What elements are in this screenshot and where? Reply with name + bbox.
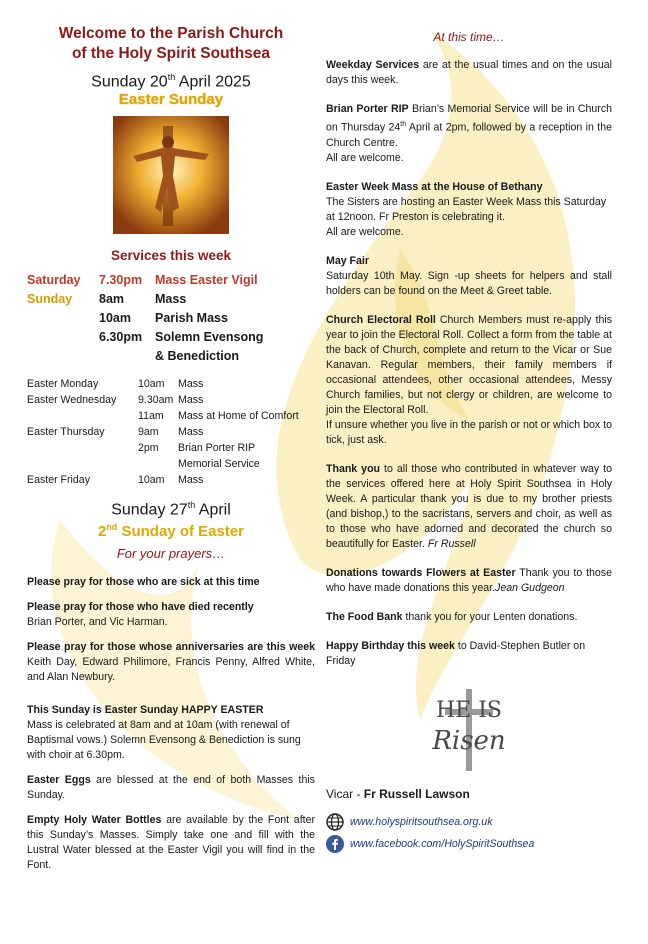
service-time: 7.30pm [99,273,143,288]
mayfair-text: Saturday 10th May. Sign -up sheets for helpers and stall holders can be found on the Meet & Greet table. [326,269,612,297]
weekday-text: are at the usual times and on the usual days this week. [326,59,612,86]
next-occasion-rest: Sunday of Easter [117,522,245,540]
bethany-welcome: All are welcome. [326,225,404,238]
date-sup: th [167,72,176,82]
week-day: Easter Friday [27,474,90,487]
service-time: 10am [99,311,131,326]
easter-text: Mass is celebrated at 8am and at 10am (with renewal of Baptismal vows.) Solemn Evensong & Benediction is sung with choir at 6.30pm. [27,718,301,761]
services-heading: Services this week [110,248,232,264]
bethany-notice [326,180,612,240]
right-column [326,30,612,853]
holy-water-notice [27,813,315,873]
flowers-head: Donations towards Flowers at Easter [326,566,516,579]
week-time [138,456,178,472]
thanks-head: Thank you [326,462,381,475]
website-row[interactable] [326,813,612,831]
service-time: 6.30pm [99,330,143,345]
left-column [27,24,315,873]
week-row [27,392,299,408]
easter-sunday-notice [27,703,315,763]
crucifix-photo [113,116,229,234]
service-row [27,347,263,366]
next-occasion [27,522,315,540]
pray-anniversaries [27,640,315,685]
website-link[interactable]: www.holyspiritsouthsea.org.uk [350,815,493,828]
pray-sick-text: Please pray for those who are sick at this time [27,575,260,588]
week-row [27,376,299,392]
bday-text: to David-Stephen Butler on Friday [326,639,586,667]
vicar-line [326,787,612,801]
week-service: Mass [178,394,204,407]
services-table [27,271,263,366]
vicar-name: Fr Russell Lawson [363,786,470,801]
pray-died-names: Brian Porter, and Vic Harman. [27,615,168,628]
week-service: Mass [178,474,204,487]
brian-welcome: All are welcome. [326,151,404,164]
easter-eggs-notice [27,773,315,803]
service-day [27,309,99,328]
next-occasion-num: 2 [97,522,107,540]
service-day [27,328,99,347]
week-time: 9am [138,426,159,439]
week-day [27,456,138,472]
week-service: Brian Porter RIP [178,442,256,455]
service-row [27,290,263,309]
service-row [27,271,263,290]
brian-sup: th [400,121,407,128]
at-this-time-heading: At this time… [433,30,505,44]
facebook-link[interactable]: www.facebook.com/HolySpiritSouthsea [350,837,535,850]
week-time: 10am [138,474,165,487]
service-day [27,347,99,366]
bethany-head: Easter Week Mass at the House of Bethany [326,180,543,193]
easter-head: This Sunday is Easter Sunday HAPPY EASTER [27,703,264,716]
next-occasion-sup: nd [106,521,118,532]
service-day: Saturday [27,273,81,288]
flowers-notice [326,566,612,596]
service-name: & Benediction [155,349,240,364]
prayers-heading: For your prayers… [116,545,226,561]
title-line-2: of the Holy Spirit Southsea [71,45,271,62]
bday-head: Happy Birthday this week [326,639,455,652]
pray-died [27,600,315,630]
week-day [27,440,138,456]
service-row [27,328,263,347]
week-row [27,408,299,424]
brian-porter-notice [326,102,612,166]
weekday-head: Weekday Services [326,59,420,71]
next-date-sup: th [187,500,196,511]
vicar-label: Vicar - [326,786,364,801]
flowers-sign: Jean Gudgeon [495,581,565,594]
thanks-text: to all those who contributed in whatever way to the services offered here at Holy Spirit Southsea in Holy Week. A particular thank you is due to my brother priests (and bishop,) to the sacristans, servers and choir, as well as to those who have adorned and decorated the church so beautifully for Easter. [326,462,613,550]
pray-sick [27,575,315,590]
week-day [27,408,138,424]
eggs-text: are blessed at the end of both Masses this Sunday. [27,773,315,801]
week-service: Mass [178,426,204,439]
week-row [27,456,299,472]
service-name: Mass Easter Vigil [155,273,258,288]
service-time: 8am [99,292,125,307]
week-time: 10am [138,378,165,391]
next-date-rest: April [195,501,231,519]
service-name: Parish Mass [155,311,228,326]
welcome-title [27,24,315,64]
facebook-row[interactable] [326,835,612,853]
week-row [27,424,299,440]
bethany-text: The Sisters are hosting an Easter Week Mass this Saturday at 12noon. Fr Preston is celebrating it. [326,195,607,223]
bottles-head: Empty Holy Water Bottles [27,813,162,826]
date-rest: April 2025 [175,73,251,91]
date-main: Sunday 20 [91,73,168,91]
flowers-text: Thank you to those who have made donations this year. [326,566,612,594]
service-time [99,347,155,366]
logo-line-1: HE IS [436,697,502,723]
week-service: Memorial Service [178,458,260,471]
pray-anniv-head: Please pray for those whose anniversaries are this week [27,640,315,653]
may-fair-notice [326,254,612,299]
week-service: Mass at Home of Comfort [178,410,299,423]
week-day: Easter Wednesday [27,394,117,407]
food-head: The Food Bank [326,610,403,623]
week-service: Mass [178,378,204,391]
food-bank-notice [326,610,612,625]
globe-icon [326,813,344,831]
roll-head: Church Electoral Roll [326,313,436,326]
roll-text-2: If unsure whether you live in the parish or not or which box to tick, just ask. [326,418,612,446]
weekday-services-notice [326,58,612,88]
thanks-sign: Fr Russell [427,537,476,550]
food-text: thank you for your Lenten donations. [402,610,578,623]
service-name: Solemn Evensong [155,330,264,345]
thank-you-notice [326,462,612,552]
week-time: 11am [138,410,164,423]
mayfair-head: May Fair [326,254,369,267]
facebook-icon [326,835,344,853]
brian-head: Brian Porter RIP [326,103,409,115]
he-is-risen-logo [419,687,519,773]
week-row [27,472,299,488]
occasion-title: Easter Sunday [118,91,224,109]
week-time: 9.30am [138,394,174,407]
weekday-schedule [27,376,299,488]
logo-line-2: Risen [432,725,506,756]
next-date-main: Sunday 27 [111,501,188,519]
pray-anniv-names: Keith Day, Edward Philimore, Francis Penny, Alfred White, and Alan Newbury. [27,655,315,683]
service-day: Sunday [27,292,73,307]
week-day: Easter Thursday [27,426,105,439]
service-row [27,309,263,328]
brian-text-1: Brian’s Memorial Service will be in Church on Thursday 24 [326,103,613,134]
week-time: 2pm [138,442,159,455]
brian-text-2: April at 2pm, followed by a reception in the Church Centre. [326,121,612,149]
week-day: Easter Monday [27,378,99,391]
service-name: Mass [155,292,187,307]
birthday-notice [326,639,612,669]
eggs-head: Easter Eggs [27,773,91,786]
week-row [27,440,299,456]
title-line-1: Welcome to the Parish Church [58,25,284,42]
electoral-roll-notice [326,313,612,448]
service-date [27,72,315,91]
bottles-text: are available by the Font after this Sunday’s Masses. Simply take one and fill with the Lustral Water blessed at the Easter Vigil you will find in the Font. [27,813,315,871]
next-sunday-date [27,500,315,519]
pray-died-head: Please pray for those who have died recently [27,600,254,613]
roll-text: Church Members must re-apply this year to join the Electoral Roll. Collect a form from the table at the back of Church, complete and return to the Vicar or Sue Kanavan. Regular members, their family members if occasional attendees, other occasional attendees, Messy Church families, but not clergy or children, are welcome to join the Electoral Roll. [326,313,612,416]
